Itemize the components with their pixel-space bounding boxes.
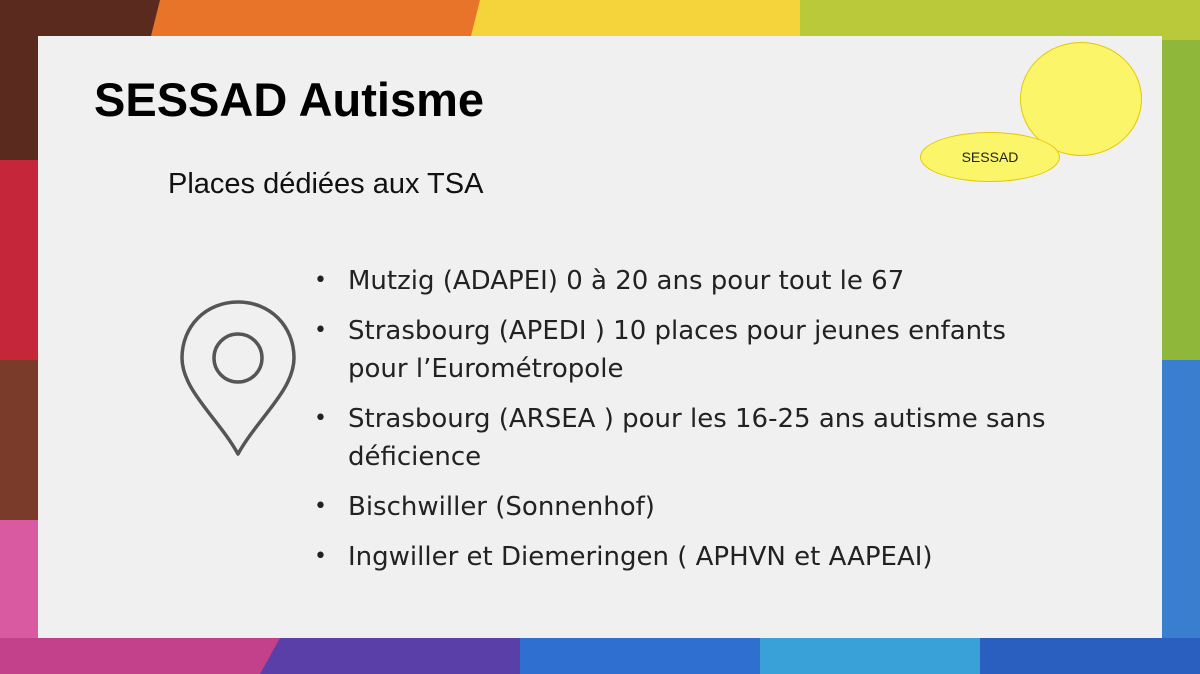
sessad-badge-label: SESSAD bbox=[961, 149, 1019, 165]
location-pin-icon bbox=[178, 298, 298, 460]
list-item: • Strasbourg (ARSEA ) pour les 16-25 ans autisme sans déficience bbox=[308, 400, 1068, 476]
slide-title: SESSAD Autisme bbox=[94, 73, 485, 126]
sessad-badge bbox=[920, 132, 1060, 182]
places-list bbox=[308, 262, 1068, 588]
slide-card bbox=[38, 36, 1162, 638]
list-item: • Mutzig (ADAPEI) 0 à 20 ans pour tout le 67 bbox=[308, 262, 1068, 300]
list-item: • Strasbourg (APEDI ) 10 places pour jeunes enfants pour l’Eurométropole bbox=[308, 312, 1068, 388]
list-item: • Bischwiller (Sonnenhof) bbox=[308, 488, 1068, 526]
slide-subtitle: Places dédiées aux TSA bbox=[168, 168, 484, 200]
list-item: • Ingwiller et Diemeringen ( APHVN et AAPEAI) bbox=[308, 538, 1068, 576]
